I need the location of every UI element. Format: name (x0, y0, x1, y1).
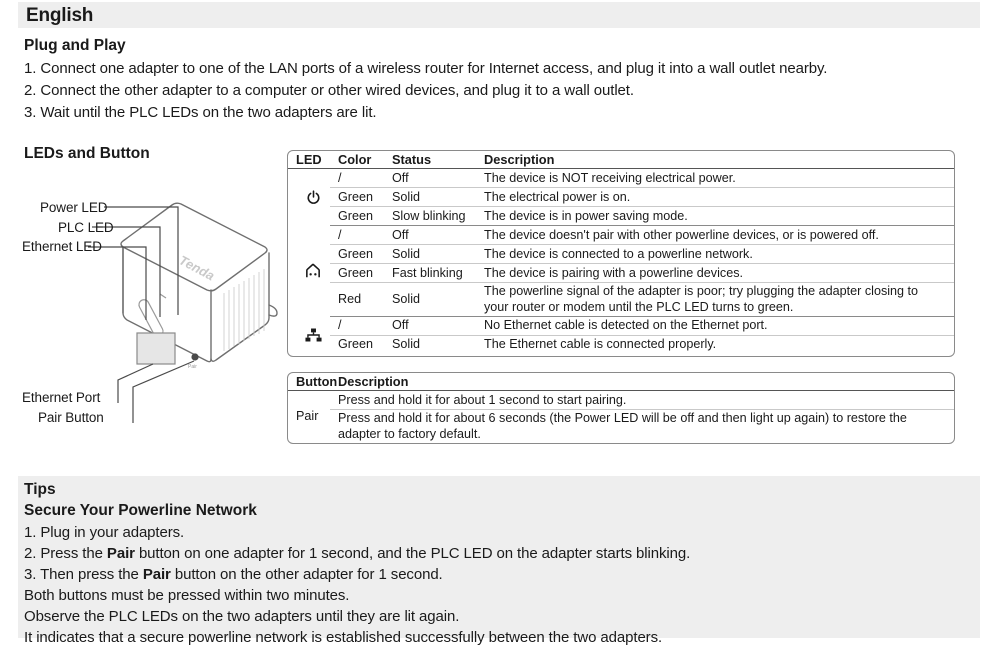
callout-power-led: Power LED (40, 200, 108, 215)
table-row (288, 391, 954, 410)
power-icon-glyph (306, 190, 321, 205)
cell-color: Green (338, 337, 374, 352)
led-slot (137, 294, 166, 338)
th-description: Description (476, 151, 954, 169)
table-header-row (288, 151, 954, 169)
table-header-row (288, 373, 954, 391)
led-status-table (287, 150, 955, 357)
cell-status: Slow blinking (384, 207, 476, 226)
cell-color: / (330, 226, 384, 245)
cell-description: Press and hold it for about 6 seconds (the Power LED will be off and then light up again) to restore the adapter to factory default. (338, 411, 907, 442)
tips-heading: Tips (24, 481, 56, 498)
cell-description: The device is in power saving mode. (476, 207, 954, 226)
cell-description: No Ethernet cable is detected on the Ethernet port. (476, 316, 954, 335)
cell-description: Press and hold it for about 1 second to start pairing. (330, 391, 954, 410)
table-row (288, 169, 954, 188)
callout-ethernet-port: Ethernet Port (22, 390, 101, 405)
cell-description: The device doesn't pair with other powerline devices, or is powered off. (476, 226, 954, 245)
cell-color: Green (330, 264, 384, 283)
tips-line-3: 3. Then press the Pair button on the other adapter for 1 second. (24, 566, 443, 583)
callout-plc-led: PLC LED (58, 220, 114, 235)
table-row (288, 207, 954, 226)
table-row (288, 188, 954, 207)
th-status: Status (384, 151, 476, 169)
ethernet-network-icon (288, 316, 330, 354)
cell-description: The powerline signal of the adapter is poor; try plugging the adapter closing to your router or modem until the PLC LED turns to green. (476, 283, 954, 317)
cell-color: / (330, 169, 384, 188)
powerline-house-icon-glyph (305, 263, 321, 278)
ethernet-port-shape (137, 333, 175, 364)
brand-logo-text: Tenda (176, 252, 218, 284)
cell-color: Green (330, 207, 384, 226)
cell-status: Off (384, 226, 476, 245)
cell-button-name: Pair (296, 409, 319, 424)
cell-description: The device is connected to a powerline network. (476, 245, 954, 264)
callout-pair-button: Pair Button (38, 410, 104, 425)
plug-and-play-step-2: 2. Connect the other adapter to a computer or other wired devices, and plug it to a wall outlet. (24, 82, 634, 99)
cell-color: / (330, 316, 384, 335)
table-row (288, 410, 954, 443)
th-color: Color (330, 151, 384, 169)
callout-leader-lines (88, 207, 194, 423)
table-row (288, 264, 954, 283)
table-row (288, 245, 954, 264)
ethernet-network-icon-glyph (305, 328, 322, 342)
tips-line-1: 1. Plug in your adapters. (24, 524, 185, 541)
plug-and-play-step-1: 1. Connect one adapter to one of the LAN ports of a wireless router for Internet access, and plug it into a wall outlet nearby. (24, 60, 828, 77)
tips-line-6: It indicates that a secure powerline network is established successfully between the two adapters. (24, 629, 663, 645)
tips-line-2: 2. Press the Pair button on one adapter for 1 second, and the PLC LED on the adapter starts blinking. (24, 545, 691, 562)
secure-network-heading: Secure Your Powerline Network (24, 502, 257, 519)
table-row (288, 316, 954, 335)
english-section-band (18, 2, 980, 28)
cell-status: Off (384, 169, 476, 188)
vent-grille (224, 269, 264, 351)
tips-line-4: Both buttons must be pressed within two minutes. (24, 587, 350, 604)
table-row (288, 335, 954, 354)
powerline-house-icon (288, 226, 330, 317)
cell-status: Solid (384, 283, 476, 317)
th-led: LED (288, 151, 330, 169)
cell-color: Red (330, 283, 384, 317)
plug-and-play-heading: Plug and Play (24, 37, 126, 54)
button-table (288, 373, 954, 443)
cell-status: Solid (392, 337, 421, 352)
cell-description: The device is NOT receiving electrical power. (476, 169, 954, 188)
callout-ethernet-led: Ethernet LED (22, 239, 102, 254)
th-button-description: Description (330, 373, 954, 391)
th-button: Button (288, 373, 330, 391)
svg-text:Pair: Pair (188, 364, 197, 370)
cell-color: Green (330, 245, 384, 264)
tips-line-5: Observe the PLC LEDs on the two adapters until they are lit again. (24, 608, 460, 625)
cell-status: Fast blinking (384, 264, 476, 283)
cell-description: The electrical power is on. (476, 188, 954, 207)
cell-description: The device is pairing with a powerline devices. (476, 264, 954, 283)
plug-and-play-step-3: 3. Wait until the PLC LEDs on the two adapters are lit. (24, 104, 377, 121)
cell-status: Off (384, 316, 476, 335)
cell-description: The Ethernet cable is connected properly. (484, 337, 717, 352)
cell-color: Green (330, 188, 384, 207)
cell-status: Solid (384, 188, 476, 207)
power-icon (288, 169, 330, 226)
led-table (288, 151, 954, 354)
page-title: English (26, 5, 94, 26)
table-row (288, 226, 954, 245)
button-description-table (287, 372, 955, 444)
leds-and-button-heading: LEDs and Button (24, 145, 150, 162)
table-row (288, 283, 954, 317)
cell-status: Solid (384, 245, 476, 264)
